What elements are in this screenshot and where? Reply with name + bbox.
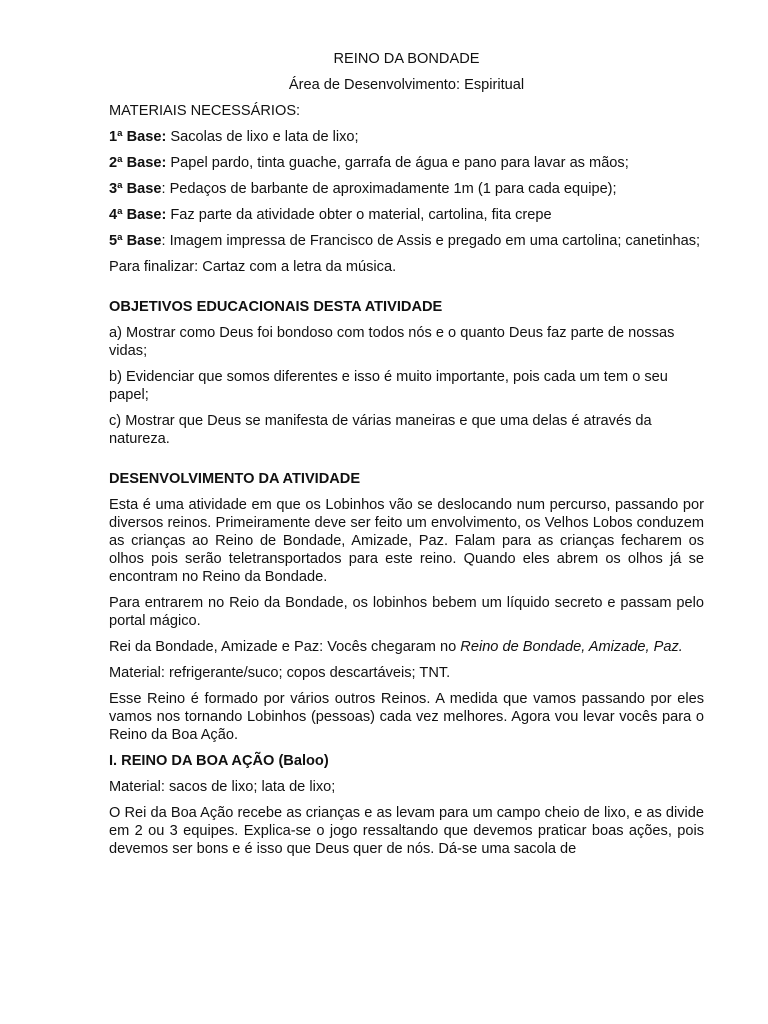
development-heading: DESENVOLVIMENTO DA ATIVIDADE: [109, 471, 361, 487]
objective-item: a) Mostrar como Deus foi bondoso com todos nós e o quanto Deus faz parte de nossas vidas;: [109, 325, 675, 359]
materials-item-label: 4ª Base:: [109, 207, 167, 223]
document-title: REINO DA BONDADE: [333, 51, 480, 67]
materials-item-text: : Imagem impressa de Francisco de Assis e pregado em uma cartolina; canetinhas;: [161, 233, 701, 249]
materials-item-label: 5ª Base: [109, 233, 162, 249]
kingdom-name: Reino de Bondade, Amizade, Paz.: [460, 639, 683, 655]
materials-item: [109, 154, 704, 172]
materials-item-text: : Pedaços de barbante de aproximadamente 1m (1 para cada equipe);: [161, 181, 617, 197]
materials-item: [109, 206, 704, 224]
development-area: Área de Desenvolvimento: Espiritual: [288, 77, 525, 93]
materials-item-label: 3ª Base: [109, 181, 162, 197]
development-paragraph: Esse Reino é formado por vários outros Reinos. A medida que vamos passando por eles vamos nos tornando Lobinhos (pessoas) cada vez melhores. Agora vou levar vocês para o Reino da Boa Ação.: [109, 691, 704, 743]
materials-final: Para finalizar: Cartaz com a letra da música.: [109, 259, 397, 275]
king-speech: Rei da Bondade, Amizade e Paz: Vocês chegaram no: [109, 639, 461, 655]
section-heading: I. REINO DA BOA AÇÃO (Baloo): [109, 753, 329, 769]
materials-item: [109, 232, 704, 250]
materials-item-text: Papel pardo, tinta guache, garrafa de água e pano para lavar as mãos;: [166, 155, 629, 171]
materials-item-text: Sacolas de lixo e lata de lixo;: [166, 129, 359, 145]
materials-item: [109, 180, 704, 198]
development-material: Material: refrigerante/suco; copos descartáveis; TNT.: [109, 665, 451, 681]
objective-item: c) Mostrar que Deus se manifesta de várias maneiras e que uma delas é através da natureza.: [109, 413, 652, 447]
materials-item: [109, 128, 704, 146]
materials-item-label: 2ª Base:: [109, 155, 167, 171]
objective-item: b) Evidenciar que somos diferentes e isso é muito importante, pois cada um tem o seu papel;: [109, 369, 668, 403]
development-paragraph: [109, 638, 704, 656]
section-material: Material: sacos de lixo; lata de lixo;: [109, 779, 336, 795]
objectives-heading: OBJETIVOS EDUCACIONAIS DESTA ATIVIDADE: [109, 299, 443, 315]
development-paragraph: Esta é uma atividade em que os Lobinhos vão se deslocando num percurso, passando por diversos reinos. Primeiramente deve ser feito um envolvimento, os Velhos Lobos conduzem as crianças ao Reino de Bondade, Amizade, Paz. Falam para as crianças fecharem os olhos pois serão teletransportados para este reino. Quando eles abrem os olhos já se encontram no Reino da Bondade.: [109, 497, 704, 585]
materials-item-text: Faz parte da atividade obter o material, cartolina, fita crepe: [166, 207, 552, 223]
materials-heading: MATERIAIS NECESSÁRIOS:: [109, 103, 301, 119]
section-paragraph: O Rei da Boa Ação recebe as crianças e as levam para um campo cheio de lixo, e as divide em 2 ou 3 equipes. Explica-se o jogo ressaltando que devemos praticar boas ações, pois devemos ser bons e é isso que Deus quer de nós. Dá-se uma sacola de: [109, 805, 704, 857]
materials-item-label: 1ª Base:: [109, 129, 167, 145]
development-paragraph: Para entrarem no Reio da Bondade, os lobinhos bebem um líquido secreto e passam pelo portal mágico.: [109, 595, 704, 629]
